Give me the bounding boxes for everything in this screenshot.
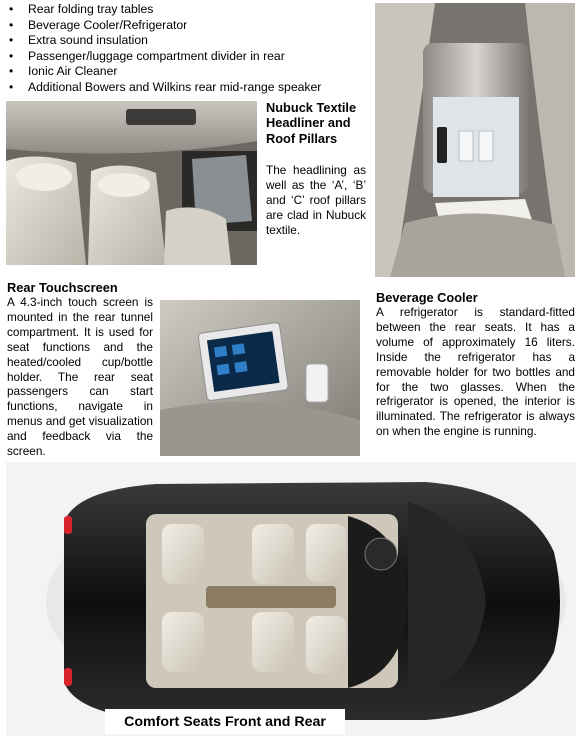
list-item: • Rear folding tray tables (8, 2, 368, 18)
touchscreen-text: A 4.3-inch touch screen is mounted in the rear tunnel compartment. It is used for seat functions and the heated/cooled cup/bottle holder. The rear seat passengers can start functions, navigate in menus and get visualization and feedback via the screen. (7, 295, 153, 459)
list-item: • Passenger/luggage compartment divider in rear (8, 49, 368, 65)
list-item: • Additional Bowers and Wilkins rear mid-range speaker (8, 80, 368, 96)
touchscreen-photo (160, 300, 360, 456)
list-item: • Ionic Air Cleaner (8, 64, 368, 80)
caption: Comfort Seats Front and Rear (124, 713, 326, 730)
cooler-title: Beverage Cooler (376, 290, 478, 305)
car-top-view-photo (6, 462, 576, 736)
cabin-headliner-photo (6, 101, 257, 265)
beverage-cooler-photo (375, 3, 575, 277)
cooler-text: A refrigerator is standard-fitted between the rear seats. It has a volume of approximately 16 liters. Inside the refrigerator has a removable holder for two bottles and for the two glasses. When the refrigerator is opened, the interior is illuminated. The refrigerator is always on when the engine is running. (376, 305, 575, 439)
caption-box (105, 709, 345, 734)
list-item: • Extra sound insulation (8, 33, 368, 49)
feature-list (8, 2, 368, 96)
headliner-text: The headlining as well as the ‘A’, ‘B’ and ‘C’ roof pillars are clad in Nubuck textile. (266, 163, 366, 237)
list-item: • Beverage Cooler/Refrigerator (8, 18, 368, 34)
touchscreen-title: Rear Touchscreen (7, 280, 118, 295)
headliner-title: Nubuck Textile Headliner and Roof Pillars (266, 100, 357, 146)
